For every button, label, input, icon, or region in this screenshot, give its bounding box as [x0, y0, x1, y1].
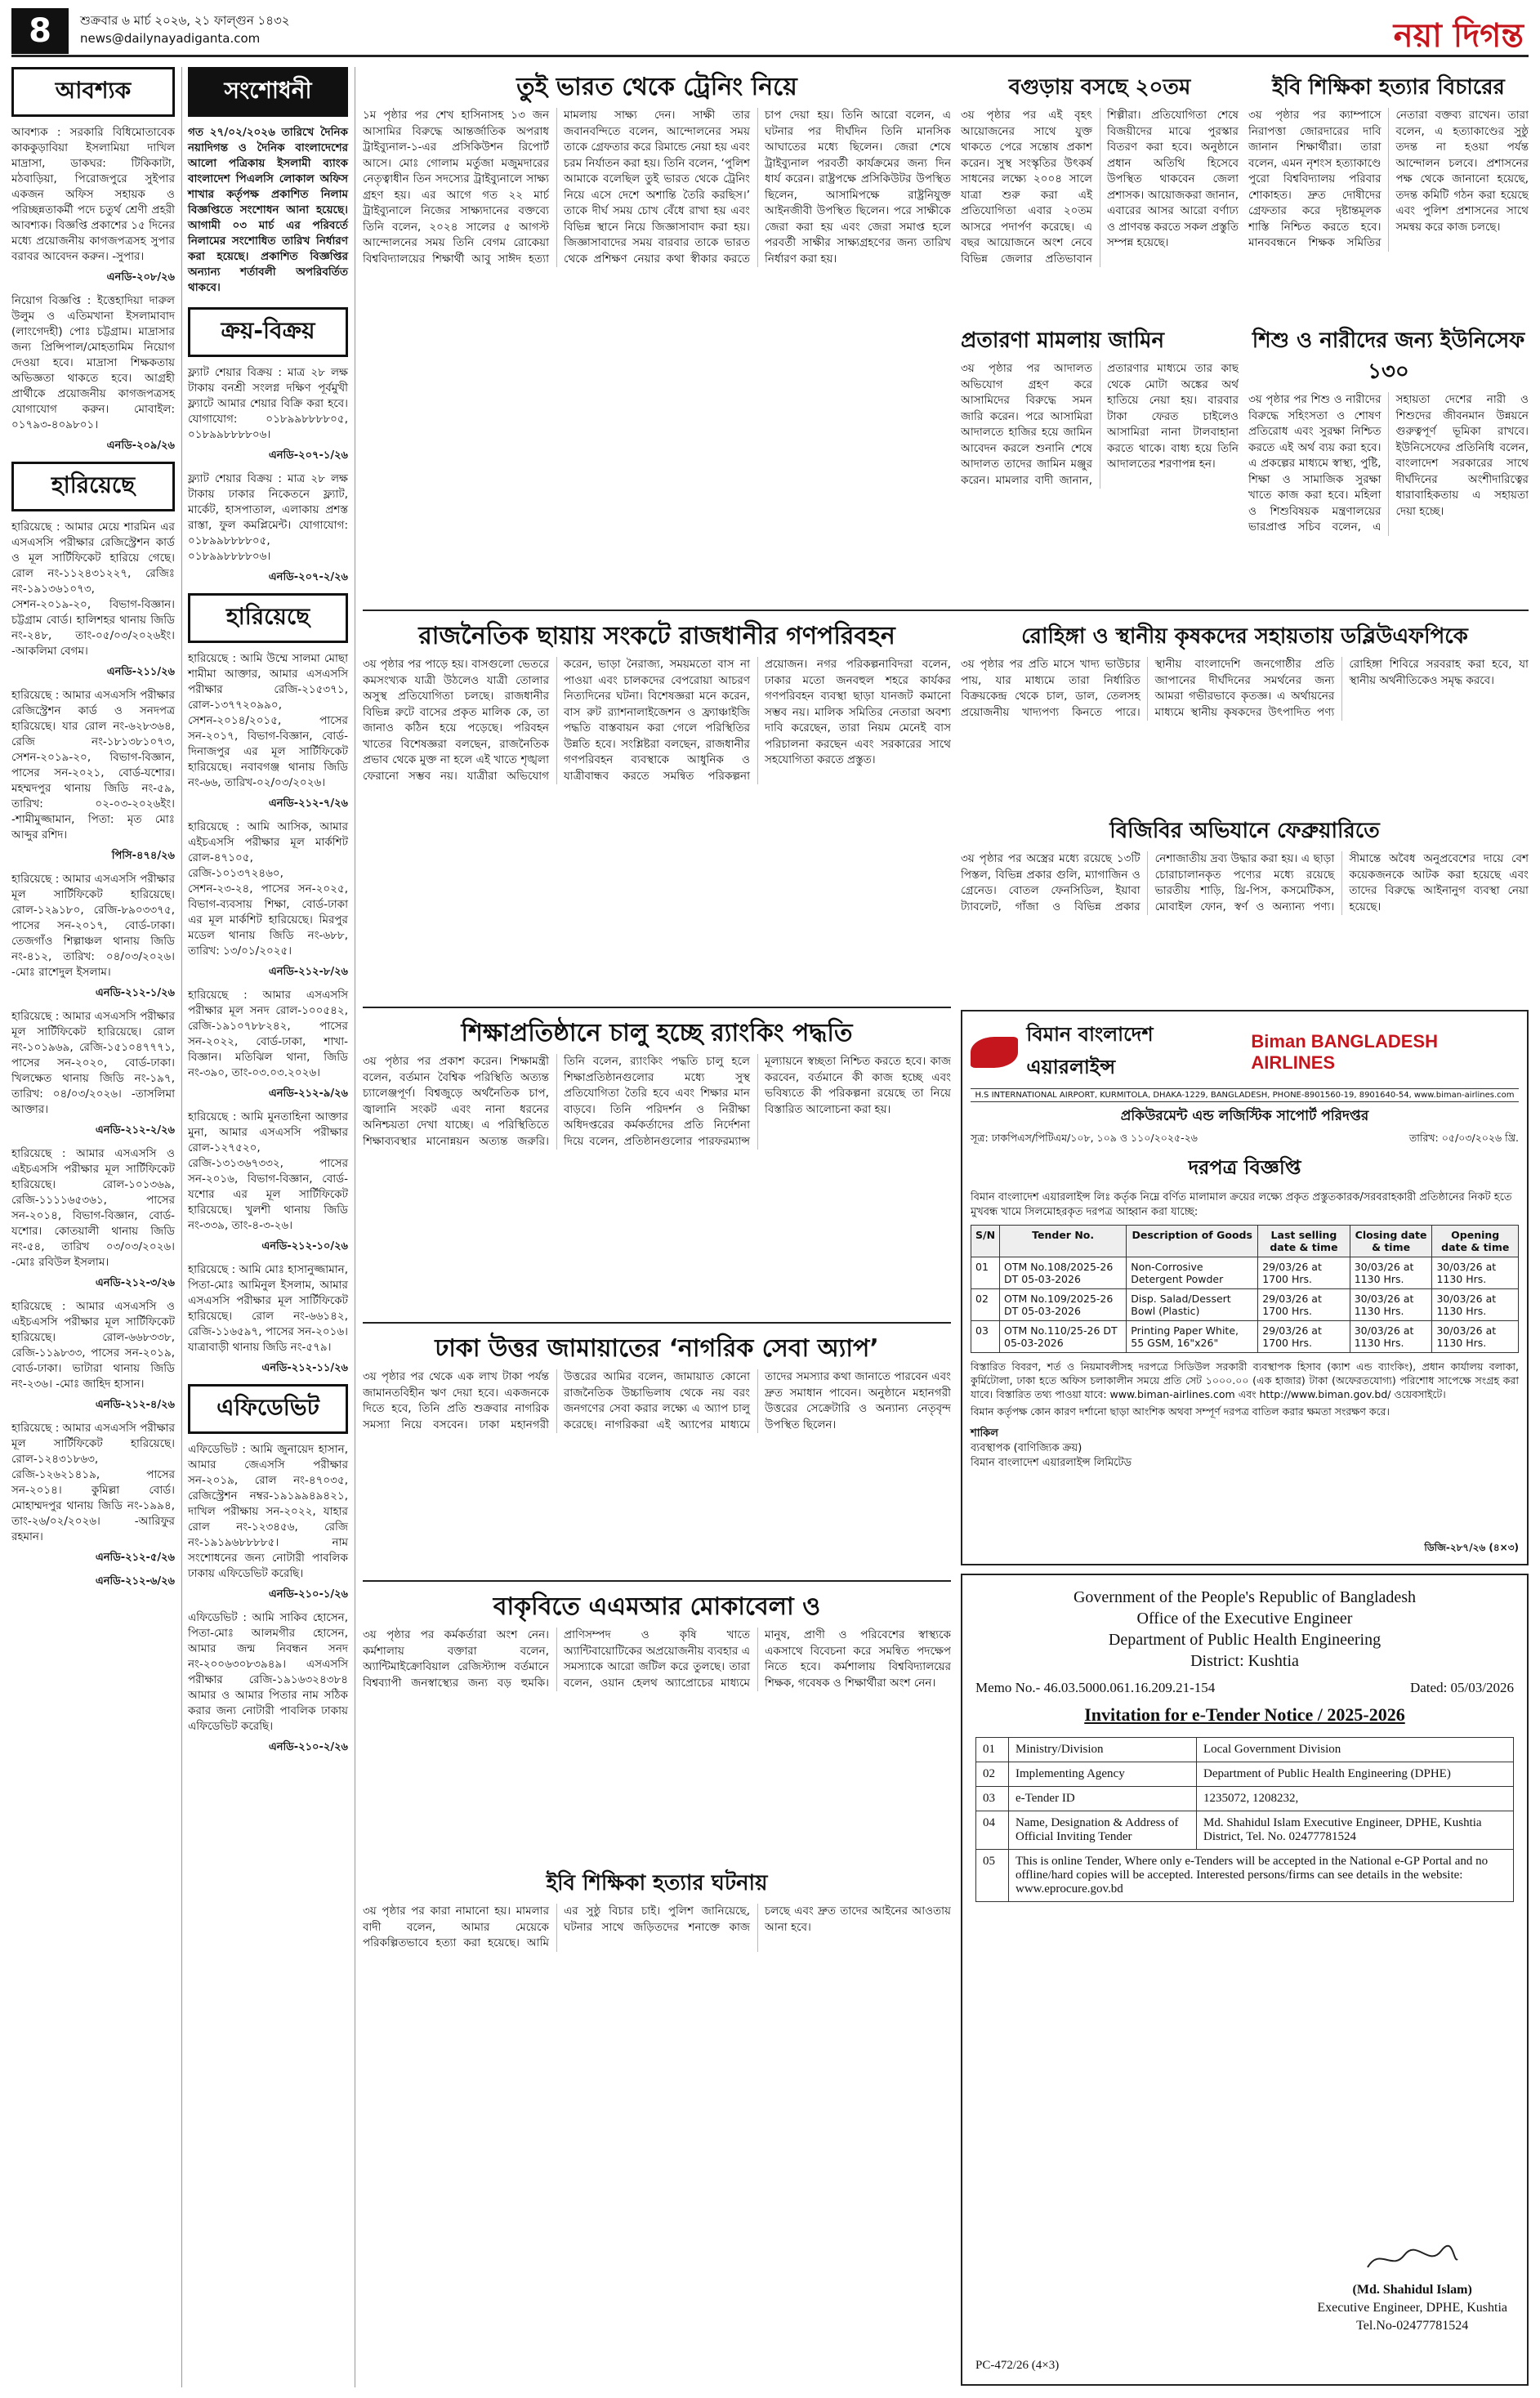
table-cell: 04 — [976, 1811, 1009, 1850]
classified-item: ফ্ল্যাট শেয়ার বিক্রয় : মাত্র ২৮ লক্ষ টাকায় ঢাকার নিকেতনে ফ্ল্যাট, মার্কেট, হাসপাতাল, এলাকায় প্রশস্ত রাস্তা, ফুল কমপ্লিমেন্ট। যোগাযোগ: ০১৮৯৯৮৮৮৮০৫, ০১৮৯৯৮৮৮৮০৬। — [188, 472, 348, 563]
article-headline: ইবি শিক্ষিকা হত্যার ঘটনায় — [546, 1871, 768, 1896]
article-body: ৩য় পৃষ্ঠার পর থেকে এক লাখ টাকা পর্যন্ত জামানতবিহীন ঋণ দেয়া হবে। একজনকে দিতে হবে, তিনি প্রতি শুক্রবার নাগরিক সমস্যা নিয়ে বসবেন। ঢাকা মহানগরী উত্তরের আমির বলেন, জামায়াত কোনো রাজনৈতিক উচ্চাভিলাষ থেকে নয় বরং জনগণের সেবা করার লক্ষ্যে এ অ্যাপ চালু করেছে। নাগরিকরা এই অ্যাপের মাধ্যমে তাদের সমস্যার কথা জানাতে পারবেন এবং দ্রুত সমাধান পাবেন। অনুষ্ঠানে মহানগরী উত্তরের সেক্রেটারি ও অন্যান্য নেতৃবৃন্দ উপস্থিত ছিলেন। — [363, 1370, 951, 1431]
classified-item: আবশ্যক : সরকারি বিধিমোতাবেক কাককুড়াবিয়া ইসলামিয়া দাখিল মাদ্রাসা, ডাকঘর: টিকিকাটা, মঠবাড়িয়া, পিরোজপুরে সুইপার একজন অফিস সহায়ক ও পরিচ্ছন্নতাকর্মী পদে চতুর্থ শ্রেণী প্রহরী আবশ্যক। বিজ্ঞপ্তি প্রকাশের ১৫ দিনের মধ্যে প্রয়োজনীয় কাগজপত্রসহ সুপার বরাবর আবেদন করুন। -সুপার। — [11, 126, 175, 263]
page-header — [11, 7, 1529, 57]
article-body: ৩য় পৃষ্ঠার পর প্রকাশ করেন। শিক্ষামন্ত্রী বলেন, বর্তমান বৈশ্বিক পরিস্থিতি অত্যন্ত চ্যালেঞ্জপূর্ণ। বিশ্বজুড়ে অর্থনৈতিক চাপ, জ্বালানি সংকট এবং নানা ধরনের অনিশ্চয়তা দেখা যাচ্ছে। এ পরিস্থিতিতে শিক্ষাব্যবস্থার মানোন্নয়ন অত্যন্ত জরুরি। তিনি বলেন, র‌্যাংকিং পদ্ধতি চালু হলে শিক্ষাপ্রতিষ্ঠানগুলোর মধ্যে সুস্থ প্রতিযোগিতা তৈরি হবে এবং শিক্ষার মান বাড়বে। তিনি পরিদর্শন ও নিরীক্ষা অধিদপ্তরের কর্মকর্তাদের প্রতি নির্দেশনা দিয়ে বলেন, প্রতিষ্ঠানগুলোর পারফরম্যান্স মূল্যায়নে স্বচ্ছতা নিশ্চিত করতে হবে। কাজ করবেন, বর্তমানে কী কাজ হচ্ছে এবং ভবিষ্যতে কী পরিকল্পনা রয়েছে তা নিয়ে বিস্তারিত আলোচনা করা হয়। — [363, 1055, 951, 1148]
table-cell: Ministry/Division — [1009, 1738, 1197, 1762]
article-body: ১ম পৃষ্ঠার পর শেখ হাসিনাসহ ১৩ জন আসামির বিরুদ্ধে আন্তর্জাতিক অপরাধ ট্রাইব্যুনাল-১-এর প্রসিকিউশন রিপোর্ট আসে। মোঃ গোলাম মর্তুজা মজুমদারের নেতৃত্বাধীন তিন সদস্যের ট্রাইব্যুনালে সাক্ষ্য গ্রহণ হয়। এর আগে গত ২২ মার্চ ট্রাইব্যুনালে নিজের সাক্ষ্যদানের বক্তব্যে তিনি বলেন, ২০২৪ সালের ৫ আগস্ট আন্দোলনের সময় তিনি বেগম রোকেয়া বিশ্ববিদ্যালয়ের শিক্ষার্থী আবু সাঈদ হত্যা মামলায় সাক্ষ্য দেন। সাক্ষী তার জবানবন্দিতে বলেন, আন্দোলনের সময় তাকে গ্রেফতার করে রিমান্ডে নেয়া হয় এবং চরম নির্যাতন করা হয়। তিনি বলেন, ‘পুলিশ আমাকে বলেছিল তুই ভারত থেকে ট্রেনিং নিয়ে এসে দেশে অশান্তি তৈরি করছিস।’ তাকে দীর্ঘ সময় চোখ বেঁধে রাখা হয় এবং বিভিন্ন স্থানে নিয়ে জিজ্ঞাসাবাদ করা হয়। জিজ্ঞাসাবাদের সময় বারবার তাকে ভারত থেকে প্রশিক্ষণ নেয়ার কথা স্বীকার করতে চাপ দেয়া হয়। তিনি আরো বলেন, এ ঘটনার পর দীর্ঘদিন তিনি মানসিক আঘাতের মধ্যে ছিলেন। জেরা শেষে ট্রাইব্যুনাল পরবর্তী কার্যক্রমের জন্য দিন ধার্য করেন। রাষ্ট্রপক্ষে প্রসিকিউটর উপস্থিত ছিলেন, আসামিপক্ষে রাষ্ট্রনিযুক্ত আইনজীবী উপস্থিত ছিলেন। পরে সাক্ষীকে জেরা করা হয় এবং জেরা সমাপ্ত হলে পরবর্তী সাক্ষীর সাক্ষ্যগ্রহণের জন্য তারিখ নির্ধারণ করা হয়। — [363, 109, 951, 266]
signature-icon — [1364, 2243, 1462, 2275]
article-body: ৩য় পৃষ্ঠার পর অস্ত্রের মধ্যে রয়েছে ১৩টি পিস্তল, বিভিন্ন প্রকার গুলি, ম্যাগাজিন ও গ্রেনেড। বোতল ফেনসিডিল, ইয়াবা ট্যাবলেট, গাঁজা ও বিভিন্ন প্রকার নেশাজাতীয় দ্রব্য উদ্ধার করা হয়। এ ছাড়া চোরাচালানকৃত পণ্যের মধ্যে রয়েছে ভারতীয় শাড়ি, থ্রি-পিস, কসমেটিকস, মোবাইল ফোন, স্বর্ণ ও অন্যান্য পণ্য। সীমান্তে অবৈধ অনুপ্রবেশের দায়ে বেশ কয়েকজনকে আটক করা হয়েছে এবং তাদের বিরুদ্ধে আইনানুগ ব্যবস্থা নেয়া হয়েছে। — [961, 852, 1529, 913]
biman-signer-role: ব্যবস্থাপক (বাণিজ্যিক ক্রয়) — [971, 1442, 1082, 1454]
ad-ref: এনডি-২০৭-১/২৬ — [268, 449, 348, 462]
date-line: শুক্রবার ৬ মার্চ ২০২৬, ২১ ফাল্গুন ১৪৩২ — [80, 13, 290, 28]
article-body: ৩য় পৃষ্ঠার পর শিশু ও নারীদের বিরুদ্ধে সহিংসতা ও শোষণ প্রতিরোধ এবং সুরক্ষা নিশ্চিত করতে এই অর্থ ব্যয় করা হবে। এ প্রকল্পের মাধ্যমে স্বাস্থ্য, পুষ্টি, শিক্ষা ও সামাজিক সুরক্ষা খাতে কাজ করা হবে। মহিলা ও শিশুবিষয়ক মন্ত্রণালয়ের ভারপ্রাপ্ত সচিব বলেন, এ সহায়তা দেশের নারী ও শিশুদের জীবনমান উন্নয়নে গুরুত্বপূর্ণ ভূমিকা রাখবে। ইউনিসেফের প্রতিনিধি বলেন, বাংলাদেশ সরকারের সাথে দীর্ঘদিনের অংশীদারিত্বের ধারাবাহিকতায় এ সহায়তা দেয়া হচ্ছে। — [1248, 393, 1529, 534]
harieche-list — [11, 520, 175, 1589]
etender-memo: Memo No.- 46.03.5000.061.16.209.21-154 — [975, 1680, 1216, 1695]
table-header: S/N — [971, 1226, 1000, 1257]
article-headline: বাকৃবিতে এএমআর মোকাবেলা ও — [493, 1592, 821, 1621]
article-headline: ইবি শিক্ষিকা হত্যার বিচারের — [1272, 75, 1505, 100]
ad-ref: এনডি-২১২-৮/২৬ — [268, 966, 348, 978]
etender-ref: PC-472/26 (4×3) — [975, 2359, 1060, 2372]
row-divider — [363, 1322, 951, 1324]
classified-item: ফ্ল্যাট শেয়ার বিক্রয় : মাত্র ২৮ লক্ষ টাকায় বনশ্রী সংলগ্ন দক্ষিণ পূর্বমুখী ফ্ল্যাটে আমার শেয়ার বিক্রি করা হবে। যোগাযোগ: ০১৮৯৯৮৮৮৮০৫, ০১৮৯৯৮৮৮৮০৬। — [188, 366, 348, 441]
article-bogura — [961, 67, 1239, 312]
ad-ref: এনডি-২১২-৫/২৬ — [95, 1552, 175, 1564]
ad-ref: এনডি-২০৮/২৬ — [106, 271, 175, 284]
aboshyok-list — [11, 125, 175, 453]
table-header: Tender No. — [1000, 1226, 1127, 1257]
classified-item: হারিয়েছে : আমার মেয়ে শারমিন এর এসএসসি পরীক্ষার রেজিস্ট্রেশন কার্ড ও মূল সার্টিফিকেট হারিয়ে গেছে। রোল নং-১১২৪৩১২২৭, রেজিঃ নং-১৯১৩৬১০৭৩, সেশন-২০১৯-২০, বিভাগ-বিজ্ঞান। চট্টগ্রাম বোর্ড। হালিশহর থানায় জিডি নং-২৪৮, তাং-০৫/০৩/২০২৬ইং। -আকলিমা বেগম। — [11, 520, 175, 658]
notices-column — [188, 67, 348, 1763]
classified-item: এফিডেভিট : আমি সাকিব হোসেন, পিতা-মোঃ আলমগীর হোসেন, আমার জন্ম নিবন্ধন সনদ নং-২০০৬৩০৮৩৯৪৯। এসএসসি পরীক্ষার রেজি-১৯১৬৩২৪৩৮৪ আমার ও আমার পিতার নাম সঠিক করার জন্য নোটারী পাবলিক ঢাকায় এফিডেভিট করেছি। — [188, 1611, 348, 1733]
article-bgb — [961, 810, 1529, 1000]
classified-item: হারিয়েছে : আমি আসিক, আমার এইচএসসি পরীক্ষার মূল মার্কশিট রোল-৪৭১০৫, রেজি-১০১৩৭২৪৬০, সেশন-২৩-২৪, পাসের সন-২০২৫, বিভাগ-ব্যবসায় শিক্ষা, বোর্ড-ঢাকা এর মূল মার্কশিট হারিয়েছে। মিরপুর মডেল থানায় জিডি নং-৬৮৮, তারিখ: ১৩/০১/২০২৫। — [188, 820, 348, 958]
article-headline: ঢাকা উত্তর জামায়াতের ‘নাগরিক সেবা অ্যাপ’ — [435, 1334, 879, 1363]
table-row — [971, 1321, 1519, 1353]
article-ranking — [363, 1013, 951, 1315]
article-body: ৩য় পৃষ্ঠার পর এই বৃহৎ আয়োজনের সাথে যুক্ত থাকতে পেরে সন্তোষ প্রকাশ করেন। সুস্থ সংস্কৃতির উৎকর্ষ সাধনের লক্ষ্যে ২০০৪ সালে যাত্রা শুরু করা এই প্রতিযোগিতা এবার ২০তম আসরে পদার্পণ করেছে। এ বছর আয়োজনে অংশ নেবে বিভিন্ন জেলার প্রতিভাবান শিল্পীরা। প্রতিযোগিতা শেষে বিজয়ীদের মাঝে পুরস্কার বিতরণ করা হবে। অনুষ্ঠানে প্রধান অতিথি হিসেবে উপস্থিত থাকবেন জেলা প্রশাসক। আয়োজকরা জানান, এবারের আসর আরো বর্ণাঢ্য ও প্রাণবন্ত করতে সকল প্রস্তুতি সম্পন্ন হয়েছে। — [961, 109, 1239, 266]
article-headline: বগুড়ায় বসছে ২০তম — [1008, 75, 1191, 100]
table-cell: 05 — [976, 1850, 1009, 1902]
harieche-2-list — [188, 651, 348, 1376]
section-title-affidavit: এফিডেভিট — [188, 1384, 348, 1434]
ad-ref: এনডি-২১২-৩/২৬ — [95, 1277, 175, 1289]
biman-footer: বিস্তারিত বিবরণ, শর্ত ও নিয়মাবলীসহ দরপত্রে সিডিউল সরকারী ব্যবস্থাপক হিসাব (ক্যাশ এন্ড ব্যাংকিং), প্রধান কার্যালয় বলাকা, কুর্মিটোলা, ঢাকা হতে অফিস চলাকালীন সময়ে প্রতি সেট ১০০০.০০ (এক হাজার) টাকা (অফেরতযোগ্য) পরিশোধ সাপেক্ষে সংগ্রহ করা যাবে। বিস্তারিত তথ্য পাওয়া যাবে: www.biman-airlines.com এবং http://www.biman.gov.bd/ ওয়েবসাইটে। — [971, 1360, 1519, 1400]
section-title-correction: সংশোধনী — [188, 67, 348, 117]
table-cell: This is online Tender, Where only e-Tenders will be accepted in the National e-GP Portal and no offline/hard copies will be accepted. Interested persons/firms can see details in the website: www.eprocure.gov.bd — [1009, 1850, 1514, 1902]
biman-dept: প্রকিউরমেন্ট এন্ড লজিস্টিক সাপোর্ট পরিদপ্তর — [1120, 1108, 1369, 1124]
etender-dept: Department of Public Health Engineering — [1108, 1631, 1382, 1649]
row-divider — [363, 1580, 951, 1582]
table-cell: Md. Shahidul Islam Executive Engineer, DPHE, Kushtia District, Tel. No. 02477781524 — [1197, 1811, 1514, 1850]
email-line[interactable]: news@dailynayadiganta.com — [80, 31, 261, 46]
page-number: 8 — [11, 8, 69, 54]
table-cell: 29/03/26 at 1700 Hrs. — [1258, 1321, 1350, 1353]
ad-ref: এনডি-২১০-২/২৬ — [268, 1741, 348, 1753]
table-cell: OTM No.109/2025-26 DT 05-03-2026 — [1000, 1289, 1127, 1321]
biman-ref: ডিজি-২৮৭/২৬ (৪×৩) — [1424, 1542, 1519, 1553]
table-cell: 1235072, 1208232, — [1197, 1787, 1514, 1811]
biman-signer-title: শাকিল — [971, 1427, 998, 1440]
table-cell: 01 — [976, 1738, 1009, 1762]
biman-logo-icon — [971, 1037, 1018, 1068]
table-row — [971, 1257, 1519, 1289]
article-headline: রোহিঙ্গা ও স্থানীয় কৃষকদের সহায়তায় ডব্লিউএফপিকে — [1021, 624, 1468, 649]
article-headline: রাজনৈতিক ছায়ায় সংকটে রাজধানীর গণপরিবহন — [418, 622, 895, 650]
article-body: ৩য় পৃষ্ঠার পর প্রতি মাসে খাদ্য ভাউচার পায়, যার মাধ্যমে তারা নির্ধারিত বিক্রয়কেন্দ্র থেকে চাল, ডাল, তেলসহ প্রয়োজনীয় খাদ্যপণ্য কিনতে পারে। স্থানীয় বাংলাদেশি জনগোষ্ঠীর প্রতি জাপানের দীর্ঘদিনের সমর্থনের জন্য আমরা গভীরভাবে কৃতজ্ঞ। এ অর্থায়নের মাধ্যমে স্থানীয় কৃষকদের উৎপাদিত পণ্য রোহিঙ্গা শিবিরে সরবরাহ করা হবে, যা স্থানীয় অর্থনীতিকেও সমৃদ্ধ করবে। — [961, 658, 1529, 719]
column-divider — [181, 67, 182, 2387]
table-cell: 30/03/26 at 1130 Hrs. — [1350, 1289, 1432, 1321]
etender-signer-tel: Tel.No-02477781524 — [1356, 2319, 1469, 2333]
table-cell: Printing Paper White, 55 GSM, 16"x26" — [1127, 1321, 1258, 1353]
ad-ref: এনডি-২১২-১১/২৬ — [261, 1362, 348, 1374]
ad-ref: এনডি-২১২-২/২৬ — [95, 1124, 175, 1136]
table-cell: 03 — [976, 1787, 1009, 1811]
table-cell: 30/03/26 at 1130 Hrs. — [1432, 1257, 1519, 1289]
ad-ref: এনডি-২১২-৯/২৬ — [268, 1087, 348, 1100]
table-cell: 30/03/26 at 1130 Hrs. — [1432, 1321, 1519, 1353]
table-header: Last selling date & time — [1258, 1226, 1350, 1257]
table-row — [976, 1787, 1514, 1811]
ad-ref: এনডি-২১২-৬/২৬ — [95, 1575, 175, 1588]
classified-item: হারিয়েছে : আমার এসএসসি পরীক্ষার মূল সার্টিফিকেট হারিয়েছে। রোল নং-১০১৯৬৯, রেজি-১৫১০৪৭৭৭১, পাসের সন-২০২০, বোর্ড-ঢাকা। খিলক্ষেত থানায় জিডি নং-১৯৭, তারিখ: ০৪/০৩/২০২৬। -তাসলিমা আক্তার। — [11, 1010, 175, 1116]
table-cell: Department of Public Health Engineering (DPHE) — [1197, 1762, 1514, 1787]
section-title-harieche-2: হারিয়েছে — [188, 593, 348, 643]
table-row — [976, 1811, 1514, 1850]
classified-item: হারিয়েছে : আমি মুনতাহিনা আক্তার মুনা, আমার এসএসসি পরীক্ষার রোল-১২৭৫২০, রেজি-১৩১৩৬৭৩৩২, পাসের সন-২০১৬, বিভাগ-বিজ্ঞান, বোর্ড-যশোর এর মূল সার্টিফিকেট হারিয়েছে। খুলশী থানায় জিডি নং-৩৩৯, তাং-৪-৩-২৬। — [188, 1110, 348, 1232]
article-body: ৩য় পৃষ্ঠার পর আদালত অভিযোগ গ্রহণ করে আসামিদের বিরুদ্ধে সমন জারি করেন। পরে আসামিরা আদালতে হাজির হয়ে জামিন আবেদন করলে শুনানি শেষে আদালত তাদের জামিন মঞ্জুর করেন। মামলার বাদী জানান, প্রতারণার মাধ্যমে তার কাছ থেকে মোটা অঙ্কের অর্থ হাতিয়ে নেয়া হয়। বারবার টাকা ফেরত চাইলেও আসামিরা নানা টালবাহানা করতে থাকে। বাধ্য হয়ে তিনি আদালতের শরণাপন্ন হন। — [961, 362, 1239, 487]
biman-address: H.S INTERNATIONAL AIRPORT, KURMITOLA, DHAKA-1229, BANGLADESH, PHONE-8901560-19, 8901640-54, www.biman-airlines.com — [971, 1088, 1519, 1102]
classified-item: হারিয়েছে : আমার এসএসসি পরীক্ষার মূল সার্টিফিকেট হারিয়েছে। রোল-১২৪৩১৮৬৩, রেজি-১২৬২১৪১৯, পাসের সন-২০১৪। কুমিল্লা বোর্ড। মোহাম্মদপুর থানায় জিডি নং-১৯৯৪, তাং-২৬/০২/২০২৬। -আরিফুর রহমান। — [11, 1422, 175, 1543]
table-cell: 02 — [971, 1289, 1000, 1321]
biman-brand-en: Biman BANGLADESH AIRLINES — [1251, 1031, 1438, 1073]
section-title-harieche: হারিয়েছে — [11, 462, 175, 511]
article-body: ৩য় পৃষ্ঠার পর কারা নামানো হয়। মামলার বাদী বলেন, আমার মেয়েকে পরিকল্পিতভাবে হত্যা করা হয়েছে। আমি এর সুষ্ঠু বিচার চাই। পুলিশ জানিয়েছে, ঘটনার সাথে জড়িতদের শনাক্তে কাজ চলছে এবং দ্রুত তাদের আইনের আওতায় আনা হবে। — [363, 1905, 951, 1949]
biman-tender-ad — [961, 1010, 1529, 1565]
biman-brand — [971, 1020, 1519, 1085]
table-cell: Local Government Division — [1197, 1738, 1514, 1762]
article-headline: শিক্ষাপ্রতিষ্ঠানে চালু হচ্ছে র‌্যাংকিং পদ্ধতি — [461, 1019, 853, 1047]
ad-ref: এনডি-২১০-১/২৬ — [268, 1588, 348, 1601]
table-cell: OTM No.110/25-26 DT 05-03-2026 — [1000, 1321, 1127, 1353]
article-eb-murder — [363, 1863, 951, 2386]
section-title-aboshyok: আবশ্যক — [11, 67, 175, 117]
ad-ref: এনডি-২০৭-২/২৬ — [268, 571, 348, 583]
etender-date: Dated: 05/03/2026 — [1409, 1680, 1514, 1695]
table-row — [976, 1850, 1514, 1902]
article-body: ৩য় পৃষ্ঠার পর পাড়ে হয়। বাসগুলো ভেতরে কমসংখ্যক যাত্রী উঠলেও যাত্রী তোলার অসুস্থ প্রতিযোগিতা চলছে। রাজধানীর বিভিন্ন রুটে বাসের প্রকৃত মালিক কে, তা জানাও কঠিন হয়ে পড়েছে। পরিবহন খাতের বিশেষজ্ঞরা বলছেন, রাজনৈতিক প্রভাব থেকে মুক্ত না হলে এই খাতে শৃঙ্খলা ফেরানো সম্ভব নয়। যাত্রীরা অভিযোগ করেন, ভাড়া নৈরাজ্য, সময়মতো বাস না পাওয়া এবং চালকদের বেপরোয়া আচরণ নিত্যদিনের ঘটনা। বিশেষজ্ঞরা মনে করেন, বাস রুট র‌্যাশনালাইজেশন ও ফ্র্যাঞ্চাইজি পদ্ধতি বাস্তবায়ন করা গেলে পরিস্থিতির উন্নতি হবে। সংশ্লিষ্টরা বলছেন, রাজধানীর গণপরিবহন ব্যবস্থাকে আধুনিক ও যাত্রীবান্ধব করতে সমন্বিত পরিকল্পনা প্রয়োজন। নগর পরিকল্পনাবিদরা বলেন, ঢাকার মতো জনবহুল শহরে কার্যকর গণপরিবহন ব্যবস্থা ছাড়া যানজট কমানো সম্ভব নয়। মালিক সমিতির নেতারা অবশ্য দাবি করেছেন, তারা নিয়ম মেনেই বাস পরিচালনা করছেন এবং সরকারের সাথে সহযোগিতা করতে প্রস্তুত। — [363, 658, 951, 783]
article-rohingya — [961, 616, 1529, 804]
row-divider — [363, 610, 1529, 611]
table-header: Closing date & time — [1350, 1226, 1432, 1257]
etender-gov: Government of the People's Republic of Bangladesh — [1073, 1588, 1417, 1606]
classified-item: হারিয়েছে : আমার এসএসসি ও এইচএসসি পরীক্ষার মূল সার্টিফিকেট হারিয়েছে। রোল-৬৬৮৩৩৮, রেজি-১১৯৮৩৩, পাসের সন-২০১৯, বোর্ড-ঢাকা। ভাটারা থানায় জিডি নং-২৩৬। -মোঃ জাহিদ হাসান। — [11, 1300, 175, 1391]
article-india-training — [363, 67, 951, 606]
classified-item: হারিয়েছে : আমার এসএসসি পরীক্ষার মূল সার্টিফিকেট হারিয়েছে। রোল-১২৯১৮০, রেজি-৮৯০৩৩৭৫, পাসের সন-২০১৭, বোর্ড-ঢাকা। তেজগাঁও শিল্পাঞ্চল থানায় জিডি নং-৪১২, তারিখ: ০৪/০৩/২০২৬। -মোঃ রাশেদুল ইসলাম। — [11, 873, 175, 979]
ad-ref: পিসি-৪৭৪/২৬ — [111, 850, 175, 862]
table-cell: 29/03/26 at 1700 Hrs. — [1258, 1289, 1350, 1321]
article-politics-transport — [363, 616, 951, 1000]
biman-brand-bn: বিমান বাংলাদেশ এয়ারলাইন্স — [1026, 1023, 1154, 1078]
table-cell: OTM No.108/2025-26 DT 05-03-2026 — [1000, 1257, 1127, 1289]
ad-ref: এনডি-২১২-১/২৬ — [95, 987, 175, 999]
classified-item: এফিডেভিট : আমি জুনায়েদ হাসান, আমার জেএসসি পরীক্ষার সন-২০১৯, রোল নং-৪৭০৩৫, রেজিস্ট্রেশন নম্বর-১৯১৯৯৪৯৪২১, দাখিল পরীক্ষায় সন-২০২২, যাহার রোল নং-১২৩৪৫৬, রেজি নং-১৯১৯৬৮৮৮৮৫। নাম সংশোধনের জন্য নোটারী পাবলিক ঢাকায় এফিডেভিট করেছি। — [188, 1443, 348, 1580]
affidavit-list — [188, 1442, 348, 1755]
biman-signer-org: বিমান বাংলাদেশ এয়ারলাইন্স লিমিটেড — [971, 1457, 1132, 1469]
table-cell: Disp. Salad/Dessert Bowl (Plastic) — [1127, 1289, 1258, 1321]
table-cell: 30/03/26 at 1130 Hrs. — [1350, 1257, 1432, 1289]
table-cell: 03 — [971, 1321, 1000, 1353]
article-body: ৩য় পৃষ্ঠার পর ক্যাম্পাসে নিরাপত্তা জোরদারের দাবি জানান শিক্ষার্থীরা। তারা বলেন, এমন নৃশংস হত্যাকাণ্ডে পুরো বিশ্ববিদ্যালয় পরিবার শোকাহত। দ্রুত দোষীদের গ্রেফতার করে দৃষ্টান্তমূলক শাস্তি নিশ্চিত করতে হবে। মানববন্ধনে শিক্ষক সমিতির নেতারা বক্তব্য রাখেন। তারা বলেন, এ হত্যাকাণ্ডের সুষ্ঠু তদন্ত না হওয়া পর্যন্ত আন্দোলন চলবে। প্রশাসনের পক্ষ থেকে জানানো হয়েছে, তদন্ত কমিটি গঠন করা হয়েছে এবং পুলিশ প্রশাসনের সাথে সমন্বয় করে কাজ চলছে। — [1248, 109, 1529, 249]
row-divider — [363, 1007, 951, 1008]
classified-item: নিয়োগ বিজ্ঞপ্তি : ইত্তেহাদিয়া দারুল উলুম ও এতিমখানা ইসলামাবাদ (লাংগেদহী) পোঃ চট্টগ্রাম। মাদ্রাসার জন্য প্রিন্সিপাল/মোহতামিম নিয়োগ দেওয়া হবে। মাদ্রাসা শিক্ষকতায় অভিজ্ঞতা থাকতে হবে। আগ্রহী প্রার্থীকে প্রয়োজনীয় কাগজপত্রসহ যোগাযোগ করুন। মোবাইল: ০১৭৯৩-৪০৯৮০১। — [11, 294, 175, 431]
ad-ref: এনডি-২১১/২৬ — [106, 666, 175, 678]
article-bakribite — [363, 1587, 951, 1856]
classified-item: হারিয়েছে : আমার এসএসসি ও এইচএসসি পরীক্ষার মূল সার্টিফিকেট হারিয়েছে। রোল-১০১৩৬৯, রেজি-১১১১৬৫৩৬১, পাসের সন-২০১৪, বিভাগ-বিজ্ঞান, বোর্ড-যশোর। কোতয়ালী থানায় জিডি নং-৫৪, তারিখ ০৩/০৩/২০২৬। -মোঃ রবিউল ইসলাম। — [11, 1147, 175, 1269]
table-header: Opening date & time — [1432, 1226, 1519, 1257]
etender-signature-block — [1317, 2243, 1507, 2335]
etender-ad — [961, 1574, 1529, 2386]
classified-item: হারিয়েছে : আমার এসএসসি পরীক্ষার রেজিস্ট্রেশন কার্ড ও সনদপত্র হারিয়েছে। যার রোল নং-৬২৮৩৬৪, রেজি নং-১৮১৩৮১০৭৩, সেশন-২০১৯-২০, বিভাগ-বিজ্ঞান, পাসের সন-২০২১, বোর্ড-যশোর। মহম্মদপুর থানায় জিডি নং-৫৯, তারিখ: ০২-০৩-২০২৬ইং। -শামীমুজ্জামান, পিতা: মৃত মোঃ আব্দুর রশিদ। — [11, 689, 175, 842]
table-header-row — [971, 1226, 1519, 1257]
article-body: ৩য় পৃষ্ঠার পর কর্মকর্তারা অংশ নেন। কর্মশালায় বক্তারা বলেন, অ্যান্টিমাইক্রোবিয়াল রেজিস্ট্যান্স বর্তমানে বিশ্বব্যাপী জনস্বাস্থ্যের জন্য বড় হুমকি। প্রাণিসম্পদ ও কৃষি খাতে অ্যান্টিবায়োটিকের অপ্রয়োজনীয় ব্যবহার এ সমস্যাকে আরো জটিল করে তুলছে। তারা বলেন, ওয়ান হেলথ অ্যাপ্রোচের মাধ্যমে মানুষ, প্রাণী ও পরিবেশের স্বাস্থ্যকে একসাথে বিবেচনা করে সমন্বিত পদক্ষেপ নিতে হবে। কর্মশালায় বিশ্ববিদ্যালয়ের শিক্ষক, গবেষক ও শিক্ষার্থীরা অংশ নেন। — [363, 1628, 951, 1690]
classifieds-column — [11, 67, 175, 1597]
article-pratarona — [961, 320, 1239, 602]
table-cell: Name, Designation & Address of Official Inviting Tender — [1009, 1811, 1197, 1850]
ad-ref: এনডি-২০৯/২৬ — [106, 440, 175, 452]
ad-ref: এনডি-২১২-১০/২৬ — [261, 1240, 348, 1253]
etender-title: Invitation for e-Tender Notice / 2025-2026 — [1084, 1704, 1405, 1725]
table-row — [971, 1289, 1519, 1321]
classified-item: হারিয়েছে : আমার এসএসসি পরীক্ষার মূল সনদ রোল-১০০৫৪২, রেজি-১৯১০৭৮৮২৪২, পাসের সন-২০২২, বোর্ড-ঢাকা, শাখা-বিজ্ঞান। মতিঝিল থানা, জিডি নং-৩৯০, তাং-০৩.০৩.২০২৬। — [188, 989, 348, 1079]
table-cell: 01 — [971, 1257, 1000, 1289]
biman-title: দরপত্র বিজ্ঞপ্তি — [1188, 1156, 1301, 1179]
table-row — [976, 1738, 1514, 1762]
article-jamaat-app — [363, 1329, 951, 1574]
table-cell: 30/03/26 at 1130 Hrs. — [1432, 1289, 1519, 1321]
article-headline: শিশু ও নারীদের জন্য ইউনিসেফ ১৩০ — [1252, 328, 1525, 384]
newspaper-logo: নয়া দিগন্ত — [1393, 16, 1524, 55]
biman-tender-table — [971, 1225, 1519, 1353]
classified-item: হারিয়েছে : আমি মোঃ হাসানুজ্জামান, পিতা-মোঃ আমিনুল ইসলাম, আমার এসএসসি পরীক্ষার মূল সার্টিফিকেট হারিয়েছে। রোল নং-৬৬১৪২, রেজি-১১৬৫৯৭, পাসের সন-২০১৬। যাত্রাবাড়ী থানায় জিডি নং-৫৭৯। — [188, 1263, 348, 1354]
table-row — [976, 1762, 1514, 1787]
table-cell: Implementing Agency — [1009, 1762, 1197, 1787]
correction-text: গত ২৭/০২/২০২৬ তারিখে দৈনিক নয়াদিগন্ত ও দৈনিক বাংলাদেশের আলো পত্রিকায় ইসলামী ব্যাংক বাংলাদেশ পিএলসি লোকাল অফিস শাখার কর্তৃপক্ষ প্রকাশিত নিলাম বিজ্ঞপ্তিতে সংশোধন আনা হয়েছে। আগামী ০৩ মার্চ এর পরিবর্তে নিলামের সংশোধিত তারিখ নির্ধারণ করা হয়েছে। প্রকাশিত বিজ্ঞপ্তির অন্যান্য শর্তাবলী অপরিবর্তিত থাকবে। — [188, 126, 348, 294]
buy-sell-list — [188, 365, 348, 585]
article-headline: প্রতারণা মামলায় জামিন — [961, 328, 1164, 353]
ad-ref: এনডি-২১২-৪/২৬ — [95, 1399, 175, 1411]
section-title-buy-sell: ক্রয়-বিক্রয় — [188, 307, 348, 357]
etender-signer-role: Executive Engineer, DPHE, Kushtia — [1317, 2301, 1507, 2315]
table-cell: 30/03/26 at 1130 Hrs. — [1350, 1321, 1432, 1353]
biman-memo-date: তারিখ: ০৫/০৩/২০২৬ খ্রি. — [1408, 1132, 1519, 1144]
table-cell: e-Tender ID — [1009, 1787, 1197, 1811]
etender-district: District: Kushtia — [1190, 1652, 1299, 1670]
biman-memo: সূত্র: ঢাকপিএস/পিটিএম/১০৮, ১০৯ ও ১১০/২০২৫-২৬ — [971, 1132, 1198, 1144]
etender-office: Office of the Executive Engineer — [1136, 1610, 1353, 1628]
table-cell: Non-Corrosive Detergent Powder — [1127, 1257, 1258, 1289]
biman-intro: বিমান বাংলাদেশ এয়ারলাইন্স লিঃ কর্তৃক নিম্নে বর্ণিত মালামাল ক্রয়ের লক্ষ্যে প্রকৃত প্রস্তুতকারক/সরবরাহকারী প্রতিষ্ঠানের নিকট হতে মুখবন্ধ খামে সিলমোহরকৃত দরপত্র আহ্বান করা যাচ্ছে: — [971, 1191, 1512, 1218]
article-headline: তুই ভারত থেকে ট্রেনিং নিয়ে — [516, 73, 797, 101]
article-headline: বিজিবির অভিযানে ফেব্রুয়ারিতে — [1109, 819, 1380, 843]
ad-ref: এনডি-২১২-৭/২৬ — [268, 797, 348, 810]
etender-signer: (Md. Shahidul Islam) — [1352, 2283, 1472, 2297]
table-cell: 29/03/26 at 1700 Hrs. — [1258, 1257, 1350, 1289]
article-unicef — [1248, 320, 1529, 602]
etender-table — [975, 1737, 1514, 1902]
table-cell: 02 — [976, 1762, 1009, 1787]
classified-item: হারিয়েছে : আমি উম্মে সালমা মোছা শামীমা আক্তার, আমার এসএসসি পরীক্ষার রেজি-২১৫৩৭১, রোল-১৩৭৭২০৯৯০, সেশন-২০১৪/২০১৫, পাসের সন-২০১৭, বিভাগ-বিজ্ঞান, বোর্ড-দিনাজপুর এর মূল সার্টিফিকেট হারিয়েছে। নবাবগঞ্জ থানায় জিডি নং-৬৬, তারিখ-০২/০৩/২০২৬। — [188, 652, 348, 789]
article-eb-teacher — [1248, 67, 1529, 312]
biman-note: বিমান কর্তৃপক্ষ কোন কারণ দর্শানো ছাড়া আংশিক অথবা সম্পূর্ণ দরপত্র বাতিল করার ক্ষমতা সংরক্ষণ করে। — [971, 1405, 1390, 1418]
table-header: Description of Goods — [1127, 1226, 1258, 1257]
